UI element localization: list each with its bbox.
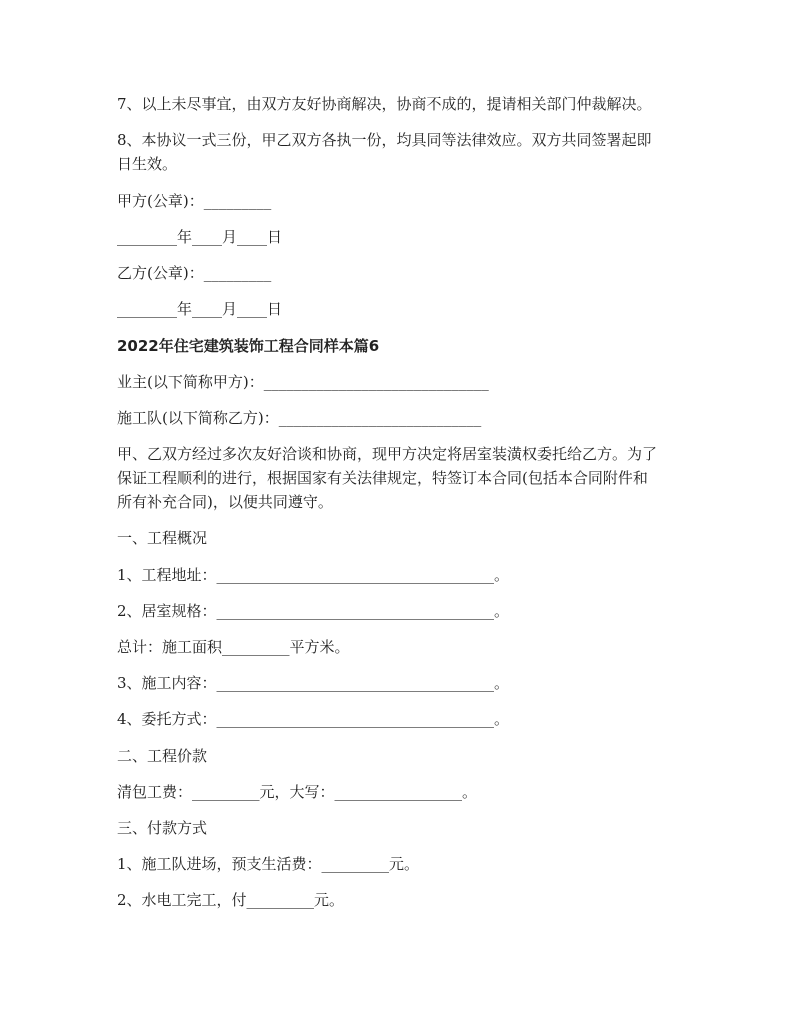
party-b-seal: 乙方(公章)：_________ (117, 264, 272, 282)
intro-paragraph-1: 甲、乙双方经过多次友好洽谈和协商，现甲方决定将居室装潢权委托给乙方。为了 (117, 445, 658, 463)
work-content: 3、施工内容：_____________________________________。 (117, 674, 510, 692)
heading-payment-method: 三、付款方式 (117, 819, 208, 837)
heading-project-overview: 一、工程概况 (117, 529, 208, 547)
intro-paragraph-2: 保证工程顺利的进行，根据国家有关法律规定，特签订本合同(包括本合同附件和 (117, 469, 648, 487)
labor-fee: 清包工费：_________元，大写：_________________。 (117, 783, 478, 801)
project-address: 1、工程地址：_____________________________________。 (117, 566, 510, 584)
owner-line: 业主(以下简称甲方)：______________________________ (117, 373, 489, 391)
heading-project-price: 二、工程价款 (117, 747, 208, 765)
clause-8: 8、本协议一式三份，甲乙双方各执一份，均具同等法律效应。双方共同签署起即 (117, 131, 652, 149)
clause-8-cont: 日生效。 (117, 155, 178, 173)
party-a-date: ________年____月____日 (117, 228, 283, 246)
clause-7: 7、以上未尽事宜，由双方友好协商解决，协商不成的，提请相关部门仲裁解决。 (117, 95, 652, 113)
section-title: 2022年住宅建筑装饰工程合同样本篇6 (117, 337, 380, 355)
intro-paragraph-3: 所有补充合同)，以便共同遵守。 (117, 493, 333, 511)
contractor-line: 施工队(以下简称乙方)：___________________________ (117, 409, 482, 427)
room-spec: 2、居室规格：_____________________________________。 (117, 602, 510, 620)
party-a-seal: 甲方(公章)：_________ (117, 192, 272, 210)
payment-2: 2、水电工完工，付_________元。 (117, 891, 345, 909)
commission-method: 4、委托方式：_____________________________________。 (117, 710, 510, 728)
total-area: 总计：施工面积_________平方米。 (117, 638, 350, 656)
party-b-date: ________年____月____日 (117, 300, 283, 318)
payment-1: 1、施工队进场，预支生活费：_________元。 (117, 855, 420, 873)
